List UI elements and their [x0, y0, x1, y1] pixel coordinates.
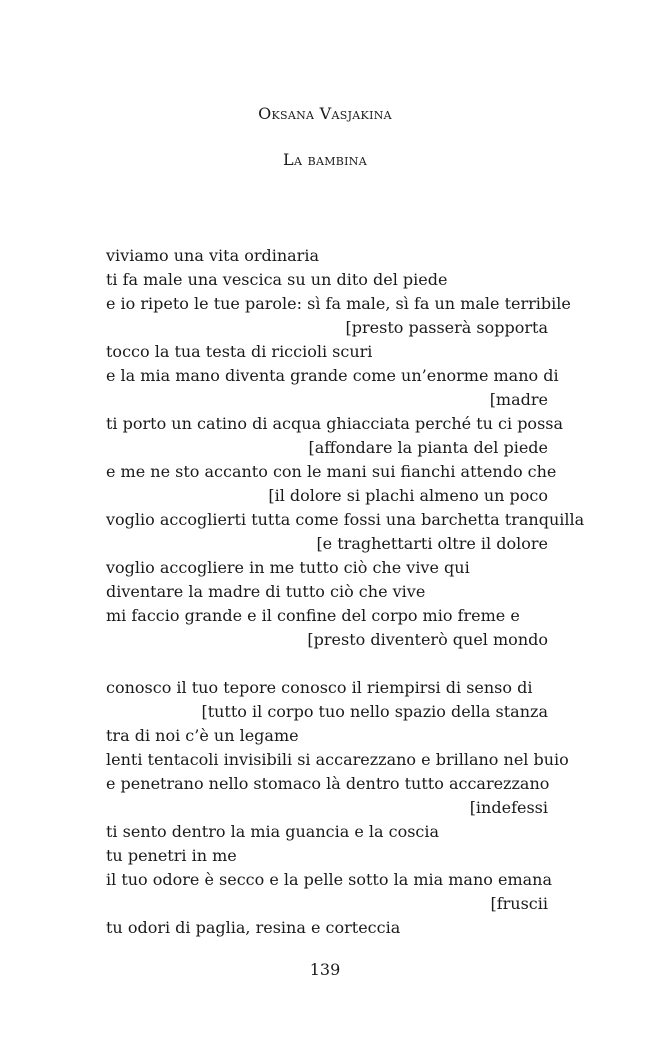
author-name: Oksana Vasjakina [258, 104, 392, 123]
poem-line-continuation: [presto diventerò quel mondo [307, 630, 548, 649]
poem-line: conosco il tuo tepore conosco il riempirsi di senso di [106, 678, 533, 697]
poem-title: La bambina [283, 150, 367, 169]
poem-line: il tuo odore è secco e la pelle sotto la mia mano emana [106, 870, 552, 889]
poem-line: tu penetri in me [106, 846, 237, 865]
poem-line: diventare la madre di tutto ciò che vive [106, 582, 426, 601]
poem-line: e penetrano nello stomaco là dentro tutto accarezzano [106, 774, 550, 793]
poem-line-continuation: [affondare la pianta del piede [308, 438, 548, 457]
poem-line: ti sento dentro la mia guancia e la coscia [106, 822, 440, 841]
stanza [106, 676, 569, 940]
poem-line: viviamo una vita ordinaria [106, 246, 319, 265]
poem-line: tocco la tua testa di riccioli scuri [106, 342, 373, 361]
poem-line-continuation: [e traghettarti oltre il dolore [316, 534, 548, 553]
poem-line: tra di noi c’è un legame [106, 726, 299, 745]
poem-line-continuation: [presto passerà sopporta [345, 318, 548, 337]
poem-body [106, 244, 585, 940]
poem-line: e io ripeto le tue parole: sì fa male, sì fa un male terribile [106, 294, 571, 313]
poem-line-continuation: [il dolore si plachi almeno un poco [268, 486, 548, 505]
poem-line: ti porto un catino di acqua ghiacciata perché tu ci possa [106, 414, 564, 433]
page-number: 139 [309, 960, 341, 979]
poem-line-continuation: [tutto il corpo tuo nello spazio della stanza [201, 702, 548, 721]
poem-line-continuation: [indefessi [469, 798, 548, 817]
poem-line: e me ne sto accanto con le mani sui fianchi attendo che [106, 462, 557, 481]
poem-line-continuation: [madre [489, 390, 548, 409]
stanza [106, 244, 585, 652]
poem-line: ti fa male una vescica su un dito del piede [106, 270, 448, 289]
poem-line: mi faccio grande e il confine del corpo mio freme e [106, 606, 520, 625]
stanza-break [106, 652, 548, 676]
poem-line: voglio accoglierti tutta come fossi una barchetta tranquilla [106, 510, 585, 529]
poem-line: lenti tentacoli invisibili si accarezzano e brillano nel buio [106, 750, 569, 769]
poem-line: e la mia mano diventa grande come un’enorme mano di [106, 366, 559, 385]
poem-line: voglio accogliere in me tutto ciò che vive qui [106, 558, 470, 577]
poem-line-continuation: [fruscii [490, 894, 548, 913]
poem-line: tu odori di paglia, resina e corteccia [106, 918, 401, 937]
